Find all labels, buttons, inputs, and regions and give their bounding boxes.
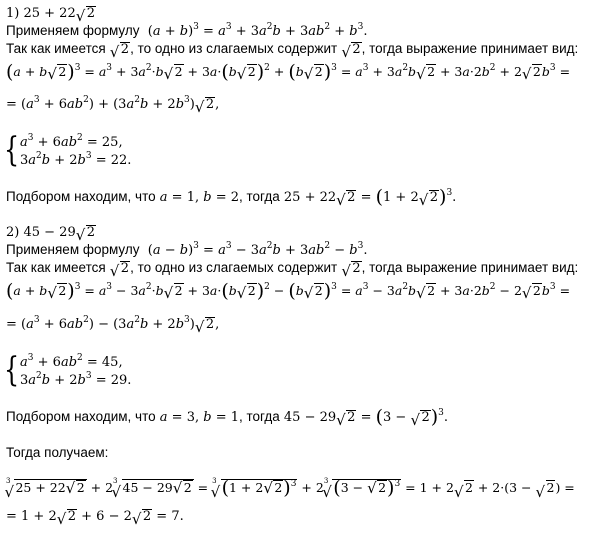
- system-2-brace: {: [4, 350, 20, 390]
- thus-line: Тогда получаем:: [6, 445, 109, 460]
- expansion-2: (a + b√ $2)^3 = a^3 - 3a^2\cdot b√$ 2 + 3a·(b√ 2)$^2$ − (b√ $2)^3 = a^3 - 3a^2b√$ $2 + 3a\cdot 2b^2 - 2√$ $2b^3$ =: [6, 282, 596, 300]
- selection-1: Подбором находим, что a = 1, b = 2, тогда 25 + 22√ 2 = (1 + 2√ 2)$^3$.: [6, 188, 596, 206]
- expansion-1: (a + b√ $2)^3 = a^3 + 3a^2\cdot b√$ 2 + 3a·(b√ 2)$^2$ + (b√ $2)^3 = a^3 + 3a^2b√$ $2 + 3a\cdot 2b^2 + 2√$ $2b^3$ =: [6, 63, 596, 81]
- system-1-eq-a: $a^3 + 6ab^2 = 25$,: [20, 133, 123, 150]
- system-2-eq-a: $a^3 + 6ab^2 = 45$,: [20, 353, 123, 370]
- final-line-2: = 1 + 2√ 2 + 6 − 2√ 2 = 7.: [6, 508, 596, 526]
- selection-2: Подбором находим, что a = 3, b = 1, тогда 45 − 29√ 2 = (3 − √ 2)$^3$.: [6, 408, 596, 426]
- since-line-2: Так как имеется √ 2, то одно из слагаемых содержит √ 2, тогда выражение принимает вид:: [6, 259, 596, 277]
- problem-1-label: 1) 25 + 22√ 2: [6, 5, 596, 23]
- system-1-eq-b: $3a^2b + 2b^3 = 22$.: [20, 151, 132, 168]
- final-line-1: $^3$√ 25 + 22√ $2 + 2^3√$ 45 − 29√ 2 = $^3$√ (1 + 2√ $2)^3 + 2^3√$ (3 − √ 2)$^3$ = 1 + 2√ 2 + 2·(3 − √ 2) =: [6, 470, 596, 492]
- system-2-eq-b: $3a^2b + 2b^3 = 29$.: [20, 371, 132, 388]
- since-line-1: Так как имеется √ 2, то одно из слагаемых содержит √ 2, тогда выражение принимает вид:: [6, 40, 596, 58]
- problem-2-label: 2) 45 − 29√ 2: [6, 224, 596, 242]
- grouping-1: = $(a^3 + 6ab^2) + (3a^2b + 2b^3)√$ 2,: [6, 96, 596, 114]
- system-1-brace: {: [4, 130, 20, 170]
- formula-line-1: Применяем формулу $(a + b)^3 = a^3 + 3a^2b + 3ab^2 + b^3$.: [6, 22, 368, 39]
- formula-line-2: Применяем формулу $(a - b)^3 = a^3 - 3a^2b + 3ab^2 - b^3$.: [6, 241, 368, 258]
- grouping-2: = $(a^3 + 6ab^2) - (3a^2b + 2b^3)√$ 2,: [6, 316, 596, 334]
